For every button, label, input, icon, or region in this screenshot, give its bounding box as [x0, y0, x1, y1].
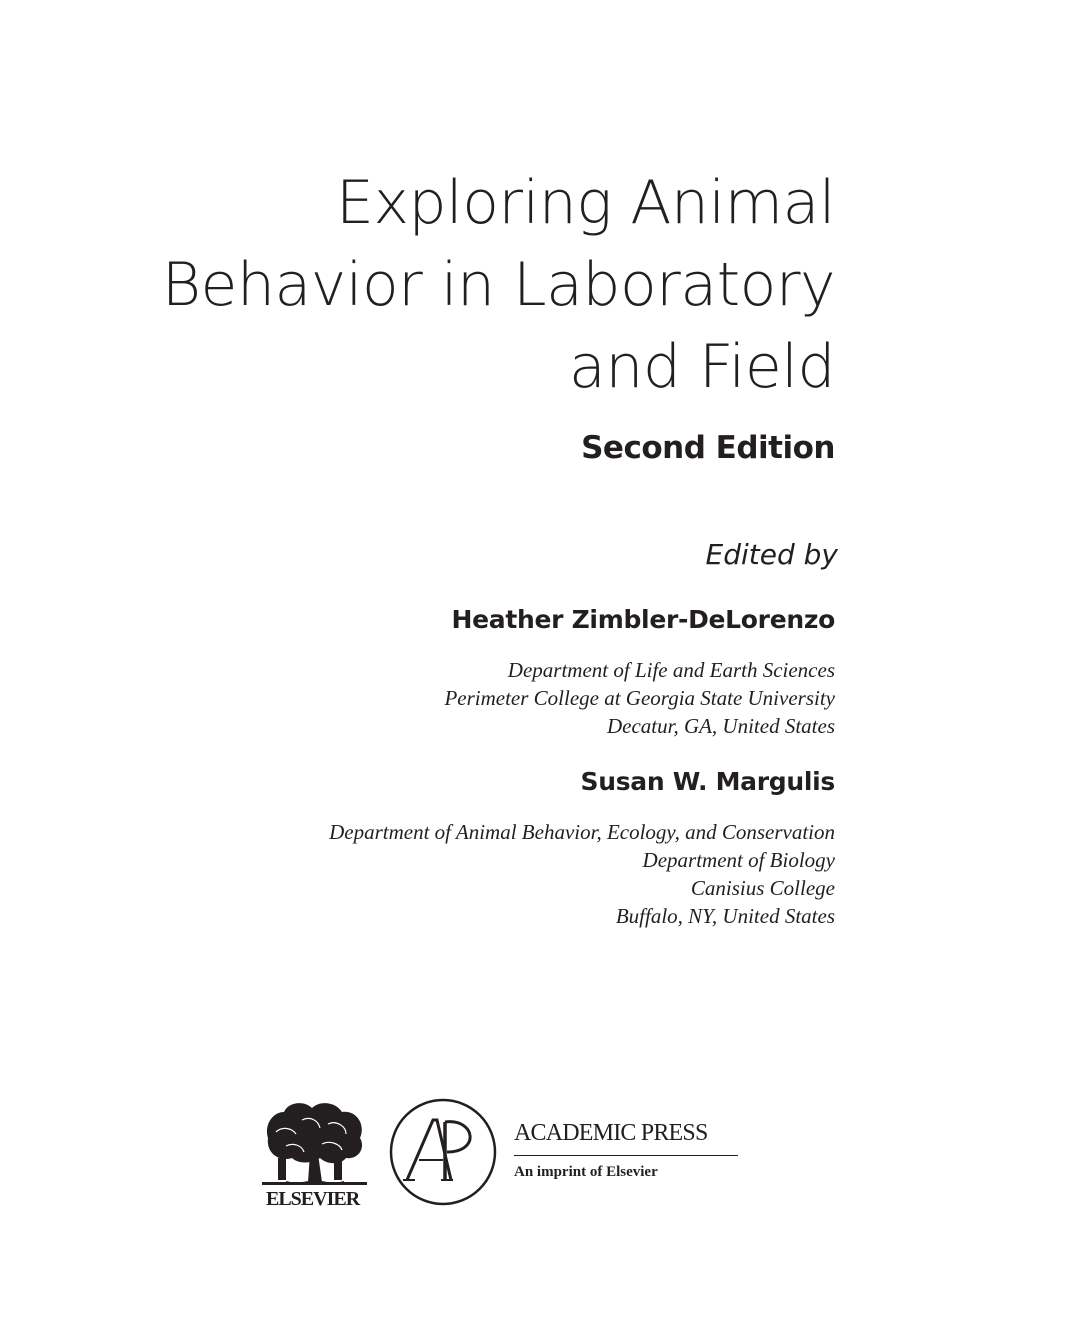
editor-name-1: Heather Zimbler-DeLorenzo [451, 605, 835, 634]
book-title [75, 162, 835, 408]
elsevier-tree-icon [262, 1098, 367, 1188]
affiliation-line: Buffalo, NY, United States [615, 904, 835, 928]
editor-name-2: Susan W. Margulis [580, 767, 835, 796]
edited-by-label: Edited by [705, 538, 838, 571]
editor-affiliation-1 [444, 656, 835, 740]
book-title-line-1: Exploring Animal [336, 168, 835, 238]
affiliation-line: Department of Animal Behavior, Ecology, and Conservation [329, 820, 835, 844]
academic-press-seal-icon [389, 1098, 497, 1206]
book-title-line-2: Behavior in Laboratory [161, 250, 835, 320]
affiliation-line: Perimeter College at Georgia State University [444, 686, 835, 710]
affiliation-line: Department of Life and Earth Sciences [507, 658, 835, 682]
publisher-logos [262, 1098, 762, 1218]
affiliation-line: Department of Biology [642, 848, 835, 872]
publisher-divider [514, 1155, 738, 1156]
publisher-imprint: An imprint of Elsevier [514, 1164, 658, 1180]
editor-affiliation-2 [329, 818, 835, 930]
elsevier-wordmark: ELSEVIER [266, 1188, 360, 1210]
affiliation-line: Decatur, GA, United States [606, 714, 835, 738]
book-title-line-3: and Field [569, 332, 835, 402]
affiliation-line: Canisius College [690, 876, 835, 900]
elsevier-logo [262, 1098, 367, 1216]
publisher-name: ACADEMIC PRESS [514, 1120, 708, 1146]
edition-label: Second Edition [581, 430, 835, 466]
